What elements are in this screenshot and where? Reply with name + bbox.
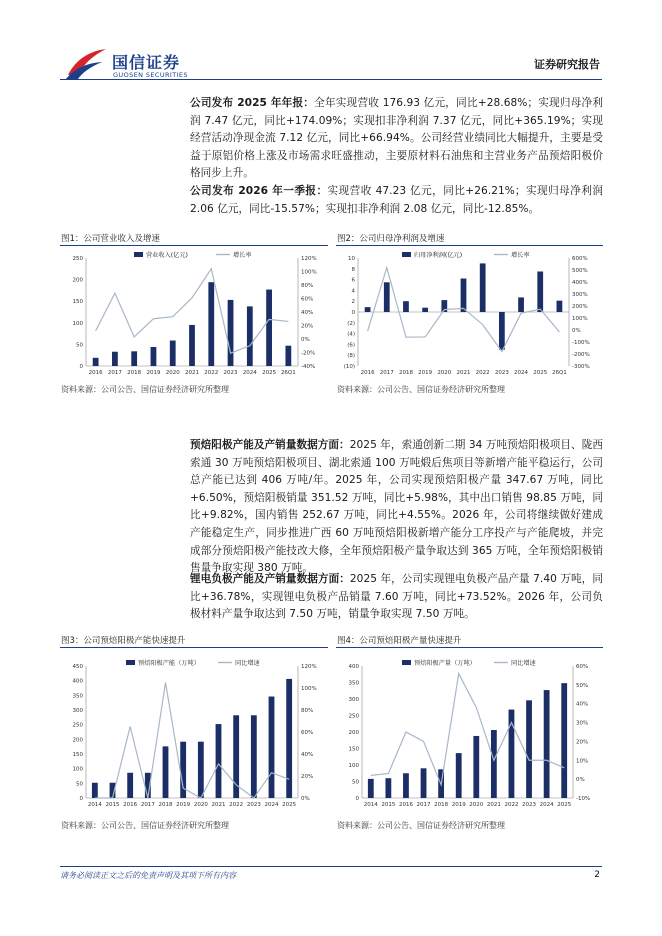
x-axis-tick-label: 2015 (381, 802, 396, 808)
right-axis-tick-label: 200% (572, 304, 588, 310)
x-axis-tick-label: 2023 (494, 370, 509, 376)
left-axis-tick-label: 50 (76, 781, 83, 788)
x-axis-tick-label: 2018 (398, 370, 413, 376)
report-type-label: 证券研究报告 (534, 58, 600, 71)
figure-2-title: 图2：公司归母净利润及增速 (337, 234, 445, 244)
bar-2020 (198, 742, 204, 798)
x-axis-tick-label: 2024 (539, 802, 554, 808)
left-axis-tick-label: 0 (79, 796, 83, 802)
x-axis-tick-label: 2019 (418, 370, 433, 376)
bar-2019 (151, 347, 157, 366)
x-axis-tick-label: 26Q1 (551, 370, 567, 376)
bar-2025 (286, 679, 292, 798)
right-axis-tick-label: 0% (301, 796, 310, 802)
bar-2022 (480, 263, 486, 312)
bar-2016 (93, 358, 99, 366)
right-axis-tick-label: 60% (301, 296, 314, 303)
net-profit-chart (336, 248, 603, 378)
bar-2021 (189, 325, 195, 366)
left-axis-tick-label: 0 (351, 310, 355, 316)
figure-4-title: 图4：公司预焙阳极产量快速提升 (337, 636, 462, 646)
right-axis-tick-label: -40% (301, 364, 316, 370)
figure-3-title: 图3：公司预焙阳极产能快速提升 (61, 636, 186, 646)
right-axis-tick-label: 40% (301, 310, 314, 316)
figure-3-title-rule (60, 647, 328, 648)
left-axis-tick-label: 250 (72, 722, 83, 729)
left-axis-tick-label: (2) (347, 320, 355, 327)
figure-2-source: 资料来源：公司公告、国信证券经济研究所整理 (337, 385, 505, 394)
legend-bar-label: 预焙阳极产量（万吨） (414, 660, 476, 667)
legend-bar-label: 营业收入(亿元) (146, 252, 188, 259)
legend-bar-swatch (402, 660, 411, 665)
bar-26Q1 (557, 301, 563, 312)
anode-output-chart (336, 652, 603, 812)
bar-2023 (228, 300, 234, 366)
legend-bar-swatch (134, 252, 143, 257)
left-axis-tick-label: 150 (72, 752, 83, 758)
left-axis-tick-label: 250 (348, 713, 359, 720)
x-axis-tick-label: 2015 (105, 802, 120, 808)
right-axis-tick-label: 30% (576, 720, 589, 727)
legend-bar-label: 归母净利润(亿元) (414, 252, 463, 259)
x-axis-tick-label: 2019 (176, 802, 191, 808)
bar-2018 (163, 746, 169, 798)
left-axis-tick-label: 100 (72, 766, 83, 773)
left-axis-tick-label: 6 (351, 277, 355, 284)
footer-divider (60, 866, 602, 867)
paragraph-lead: 锂电负极产能及产销量数据方面： (190, 573, 350, 585)
right-axis-tick-label: -100% (572, 340, 590, 346)
right-axis-tick-label: 500% (572, 268, 588, 274)
logo-english-name: GUOSEN SECURITIES (113, 71, 188, 79)
page-number: 2 (594, 870, 600, 880)
right-axis-tick-label: 0% (576, 777, 585, 784)
left-axis-tick-label: 400 (72, 678, 83, 685)
left-axis-tick-label: 8 (351, 266, 355, 273)
bar-2020 (170, 341, 176, 366)
left-axis-tick-label: (10) (343, 364, 355, 370)
x-axis-tick-label: 2022 (475, 370, 490, 376)
paragraph-q1-report (190, 183, 603, 218)
x-axis-tick-label: 2025 (282, 802, 297, 808)
bar-2024 (518, 297, 524, 312)
right-axis-tick-label: 120% (301, 256, 317, 262)
right-axis-tick-label: -300% (572, 364, 590, 370)
x-axis-tick-label: 2014 (87, 802, 102, 808)
right-axis-tick-label: 20% (301, 774, 314, 780)
bar-2016 (365, 307, 371, 312)
bar-2016 (127, 773, 133, 798)
left-axis-tick-label: 350 (72, 693, 83, 700)
right-axis-tick-label: 400% (572, 280, 588, 286)
left-axis-tick-label: (6) (347, 342, 355, 349)
right-axis-tick-label: 120% (301, 664, 317, 670)
figure-4-title-rule (336, 647, 603, 648)
right-axis-tick-label: -10% (576, 796, 591, 802)
left-axis-tick-label: 4 (351, 288, 355, 295)
left-axis-tick-label: (8) (347, 353, 355, 360)
paragraph-lead: 预焙阳极产能及产销量数据方面： (190, 439, 350, 451)
x-axis-tick-label: 2020 (469, 802, 484, 808)
x-axis-tick-label: 2023 (223, 370, 238, 376)
x-axis-tick-label: 2025 (262, 370, 277, 376)
x-axis-tick-label: 2024 (264, 802, 279, 808)
right-axis-tick-label: -200% (572, 352, 590, 358)
bar-2023 (526, 700, 532, 798)
bar-2019 (456, 753, 462, 798)
bar-2018 (131, 351, 137, 366)
x-axis-tick-label: 2024 (514, 370, 529, 376)
bar-2022 (208, 282, 214, 366)
paragraph-body: 2025 年，公司实现锂电负极产品产量 7.40 万吨，同比+36.78%，实现锂电负极产品销量 7.60 万吨，同比+73.52%。2026 年，公司负极材料产量争取达到 7.50 万吨，销量争取实现 7.50 万吨。 (190, 573, 603, 621)
x-axis-tick-label: 2016 (360, 370, 375, 376)
bar-2017 (384, 282, 390, 312)
x-axis-tick-label: 2017 (416, 802, 431, 808)
x-axis-tick-label: 2021 (211, 802, 226, 808)
bar-2018 (403, 301, 409, 312)
left-axis-tick-label: (4) (347, 331, 355, 338)
bar-2025 (266, 290, 272, 366)
x-axis-tick-label: 2016 (88, 370, 103, 376)
right-axis-tick-label: 40% (301, 752, 314, 758)
x-axis-tick-label: 2016 (398, 802, 413, 808)
growth-rate-line (95, 683, 289, 799)
legend-bar-swatch (126, 660, 135, 665)
x-axis-tick-label: 2025 (533, 370, 548, 376)
bar-2014 (92, 783, 98, 798)
footer-disclaimer: 请务必阅读正文之后的免责声明及其项下所有内容 (60, 871, 236, 880)
paragraph-body: 2025 年，索通创新二期 34 万吨预焙阳极项目、陇西索通 30 万吨预焙阳极项目、湖北索通 100 万吨煅后焦项目等新增产能平稳运行，公司总产能已达到 406 万吨/年。2025 年，公司实现预焙阳极产量 347.67 万吨，同比+6.50%，预焙阳极销量 351.52 万吨，同比+5.98%，其中出口销售 98.85 万吨，同比+9.82%，国内销售 252.67 万吨，同比+4.55%。2026 年，公司将继续做好建成产能稳定生产，同步推进广西 60 万吨预焙阳极新增产能分工序投产与产能爬坡，并完成部分预焙阳极产能技改大修，全年预焙阳极产量争取达到 365 万吨，全年预焙阳极销售量争取实现 380 万吨。 (190, 439, 603, 575)
figure-4-source: 资料来源：公司公告、国信证券经济研究所整理 (337, 821, 505, 830)
x-axis-tick-label: 2020 (437, 370, 452, 376)
legend-bar-swatch (402, 252, 411, 257)
guosen-logo-icon (64, 45, 108, 81)
bar-2021 (461, 279, 467, 312)
right-axis-tick-label: -20% (301, 350, 316, 357)
left-axis-tick-label: 200 (348, 730, 359, 736)
x-axis-tick-label: 2017 (379, 370, 394, 376)
x-axis-tick-label: 2022 (204, 370, 219, 376)
x-axis-tick-label: 2018 (158, 802, 173, 808)
x-axis-tick-label: 2018 (127, 370, 142, 376)
right-axis-tick-label: 20% (576, 739, 589, 746)
x-axis-tick-label: 2022 (229, 802, 244, 808)
legend-line-label: 增长率 (233, 252, 252, 259)
right-axis-tick-label: 60% (301, 730, 314, 736)
right-axis-tick-label: 600% (572, 256, 588, 262)
x-axis-tick-label: 2016 (123, 802, 138, 808)
right-axis-tick-label: 20% (301, 323, 314, 330)
paragraph-lead: 公司发布 2026 年一季报： (190, 185, 328, 197)
legend-line-label: 同比增速 (511, 660, 536, 667)
x-axis-tick-label: 2023 (246, 802, 261, 808)
x-axis-tick-label: 2020 (193, 802, 208, 808)
x-axis-tick-label: 2024 (242, 370, 257, 376)
x-axis-tick-label: 2025 (557, 802, 572, 808)
right-axis-tick-label: 0% (572, 328, 581, 334)
figure-1-title: 图1：公司营业收入及增速 (61, 234, 160, 244)
bar-2023 (499, 312, 505, 350)
figure-2-title-rule (336, 245, 603, 246)
paragraph-anode-capacity (190, 437, 603, 578)
x-axis-tick-label: 2023 (522, 802, 537, 808)
bar-2017 (112, 352, 118, 366)
x-axis-tick-label: 2018 (434, 802, 449, 808)
right-axis-tick-label: 300% (572, 292, 588, 298)
right-axis-tick-label: 100% (301, 269, 317, 276)
paragraph-annual-report (190, 95, 603, 183)
right-axis-tick-label: 100% (301, 686, 317, 692)
bar-2019 (422, 308, 428, 312)
bar-2025 (561, 683, 567, 798)
left-axis-tick-label: 150 (72, 299, 83, 306)
x-axis-tick-label: 2021 (486, 802, 501, 808)
right-axis-tick-label: 40% (576, 701, 589, 708)
left-axis-tick-label: 100 (348, 763, 359, 769)
figure-3-source: 资料来源：公司公告、国信证券经济研究所整理 (61, 821, 229, 830)
left-axis-tick-label: 150 (348, 746, 359, 753)
x-axis-tick-label: 2014 (363, 802, 378, 808)
bar-2015 (385, 778, 391, 798)
left-axis-tick-label: 50 (352, 779, 359, 786)
x-axis-tick-label: 26Q1 (280, 370, 296, 376)
bar-2021 (491, 730, 497, 798)
figure-1-source: 资料来源：公司公告、国信证券经济研究所整理 (61, 385, 229, 394)
header-divider (60, 79, 602, 80)
logo-chinese-name: 国信证券 (112, 53, 181, 72)
right-axis-tick-label: 100% (572, 316, 588, 322)
legend-line-label: 增长率 (511, 252, 530, 259)
x-axis-tick-label: 2021 (456, 370, 471, 376)
left-axis-tick-label: 0 (355, 796, 359, 802)
bar-2024 (544, 690, 550, 798)
x-axis-tick-label: 2020 (165, 370, 180, 376)
right-axis-tick-label: 50% (576, 682, 589, 689)
right-axis-tick-label: 80% (301, 283, 314, 289)
left-axis-tick-label: 300 (72, 708, 83, 714)
legend-bar-label: 预焙阳极产能（万吨） (138, 660, 200, 667)
left-axis-tick-label: 300 (348, 697, 359, 703)
paragraph-body: 全年实现营收 176.93 亿元，同比+28.68%；实现归母净利润 7.47 亿元，同比+174.09%；实现扣非净利润 7.37 亿元，同比+365.19%；实现经营活动净现金流 7.12 亿元，同比+66.94%。公司经营业绩同比大幅提升，主要是受益于原铝价格上涨及市场需求旺盛推动，主要原材料石油焦和主营业务产品预焙阳极价格同步上升。 (190, 97, 603, 180)
x-axis-tick-label: 2022 (504, 802, 519, 808)
left-axis-tick-label: 350 (348, 680, 359, 687)
left-axis-tick-label: 100 (72, 320, 83, 327)
left-axis-tick-label: 0 (79, 364, 83, 370)
legend-line-label: 同比增速 (235, 660, 260, 667)
left-axis-tick-label: 450 (72, 664, 83, 670)
bar-2014 (368, 779, 374, 798)
paragraph-lithium-anode (190, 571, 603, 624)
bar-2020 (473, 736, 479, 798)
right-axis-tick-label: 80% (301, 708, 314, 714)
left-axis-tick-label: 50 (76, 342, 83, 349)
bar-2021 (216, 724, 222, 798)
bar-2023 (251, 715, 257, 798)
anode-capacity-chart (60, 652, 328, 812)
x-axis-tick-label: 2021 (185, 370, 199, 376)
right-axis-tick-label: 10% (576, 758, 589, 765)
figure-1-title-rule (60, 245, 328, 246)
revenue-chart (60, 248, 328, 378)
left-axis-tick-label: 200 (72, 737, 83, 744)
x-axis-tick-label: 2017 (107, 370, 122, 376)
bar-26Q1 (285, 346, 291, 366)
bar-2016 (403, 773, 409, 798)
right-axis-tick-label: 0% (301, 337, 310, 343)
left-axis-tick-label: 200 (72, 277, 83, 284)
x-axis-tick-label: 2019 (146, 370, 161, 376)
bar-2024 (247, 306, 253, 366)
left-axis-tick-label: 10 (348, 256, 355, 262)
left-axis-tick-label: 2 (351, 299, 355, 306)
bar-2025 (537, 272, 543, 313)
x-axis-tick-label: 2019 (451, 802, 466, 808)
right-axis-tick-label: 60% (576, 664, 589, 670)
bar-2017 (421, 768, 427, 798)
paragraph-lead: 公司发布 2025 年年报： (190, 97, 315, 109)
growth-rate-line (371, 674, 564, 785)
left-axis-tick-label: 250 (72, 256, 83, 262)
paragraph-body: 实现营收 47.23 亿元，同比+26.21%；实现归母净利润 2.06 亿元，同比-15.57%；实现扣非净利润 2.08 亿元，同比-12.85%。 (190, 185, 603, 215)
bar-2024 (269, 697, 275, 798)
left-axis-tick-label: 400 (348, 664, 359, 670)
x-axis-tick-label: 2017 (140, 802, 155, 808)
